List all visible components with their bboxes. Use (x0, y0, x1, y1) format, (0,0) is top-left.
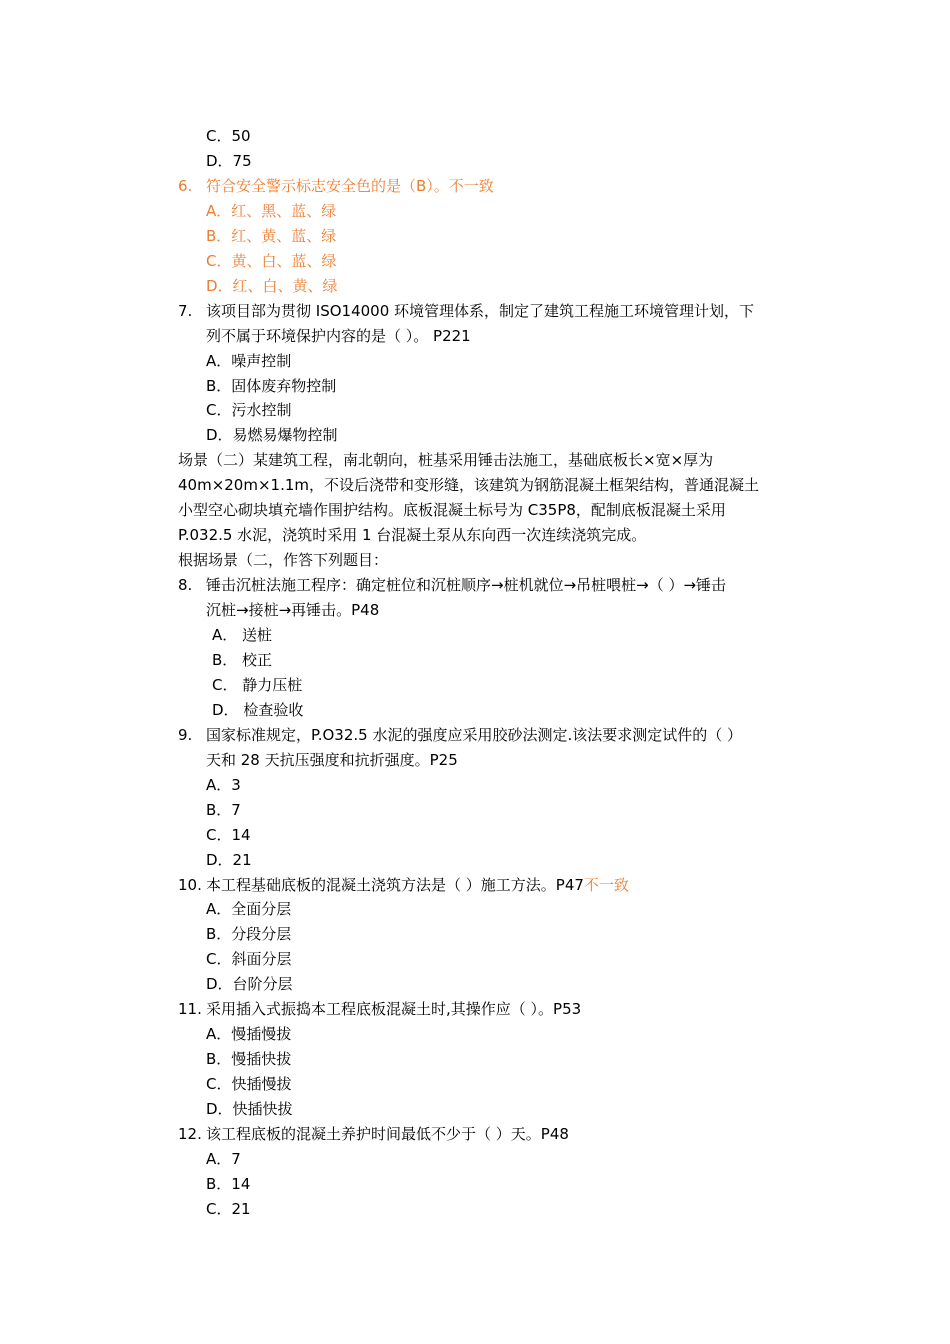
answer-option: C．黄、白、蓝、绿 (206, 251, 337, 270)
answer-option: B．固体废弃物控制 (206, 376, 337, 395)
answer-option: B．红、黄、蓝、绿 (206, 226, 337, 245)
question-text-continued: 沉桩→接桩→再锤击。P48 (206, 601, 380, 620)
answer-option: C．50 (206, 127, 251, 145)
question-text: 采用插入式振捣本工程底板混凝土时,其操作应（ ）。P53 (206, 1000, 582, 1019)
question-number: 8. (178, 576, 193, 595)
mismatch-note: 不一致 (583, 875, 629, 894)
answer-option: D．快插快拔 (206, 1100, 293, 1119)
answer-option: D．75 (206, 151, 252, 170)
question-number: 12. (178, 1125, 202, 1143)
answer-option: C． 静力压桩 (212, 675, 303, 694)
answer-option: A．7 (206, 1149, 241, 1168)
question-text: 该项目部为贯彻 ISO14000 环境管理体系，制定了建筑工程施工环境管理计划，下 (206, 301, 755, 320)
answer-option: A．噪声控制 (206, 351, 292, 370)
scenario-paragraph: P.032.5 水泥，浇筑时采用 1 台混凝土泵从东向西一次连续浇筑完成。 (178, 526, 647, 545)
answer-option: B． 校正 (212, 650, 273, 669)
question-number: 10. (178, 875, 202, 894)
answer-option: C．斜面分层 (206, 950, 292, 969)
question (178, 1122, 569, 1147)
answer-option: C．快插慢拔 (206, 1075, 292, 1094)
answer-option: D．21 (206, 850, 252, 869)
answer-option: A．3 (206, 775, 241, 794)
answer-option: A．慢插慢拔 (206, 1025, 292, 1044)
answer-option: B．7 (206, 800, 241, 819)
answer-option: A．红、黑、蓝、绿 (206, 201, 337, 220)
answer-option: B．分段分层 (206, 925, 292, 944)
answer-option: D．易燃易爆物控制 (206, 426, 338, 445)
question-text-continued: 列不属于环境保护内容的是（ ）。 P221 (206, 326, 471, 345)
answer-option: B．14 (206, 1174, 251, 1193)
question (178, 873, 629, 898)
answer-option: A．全面分层 (206, 900, 292, 919)
scenario-paragraph: 根据场景（二，作答下列题目： (178, 551, 389, 570)
answer-option: C．21 (206, 1199, 251, 1218)
answer-option: D．红、白、黄、绿 (206, 276, 338, 295)
question-text-continued: 天和 28 天抗压强度和抗折强度。P25 (206, 750, 458, 769)
question-text: 国家标准规定，P.O32.5 水泥的强度应采用胶砂法测定.该法要求测定试件的（ ） (206, 725, 742, 744)
answer-option: A． 送桩 (212, 626, 273, 644)
scenario-paragraph: 40m×20m×1.1m，不设后浇带和变形缝，该建筑为钢筋混凝土框架结构，普通混凝土 (178, 476, 760, 495)
question (178, 573, 726, 598)
question (178, 299, 754, 324)
answer-option: B．慢插快拔 (206, 1050, 292, 1069)
scenario-paragraph: 场景（二）某建筑工程，南北朝向，桩基采用锤击法施工，基础底板长×宽×厚为 (178, 451, 714, 470)
question-text: 本工程基础底板的混凝土浇筑方法是（ ）施工方法。P47 (206, 875, 584, 894)
question-text: 该工程底板的混凝土养护时间最低不少于（ ）天。P48 (206, 1125, 569, 1143)
question-text: 锤击沉桩法施工程序：确定桩位和沉桩顺序→桩机就位→吊桩喂桩→（ ）→锤击 (206, 576, 727, 595)
question (178, 174, 494, 199)
answer-option: D． 检查验收 (212, 700, 304, 719)
question-number: 11. (178, 1000, 202, 1019)
question-text: 符合安全警示标志安全色的是（B）。不一致 (206, 176, 494, 195)
scenario-paragraph: 小型空心砌块填充墙作围护结构。底板混凝土标号为 C35P8，配制底板混凝土采用 (178, 501, 726, 520)
question (178, 997, 581, 1022)
question-number: 9. (178, 725, 193, 744)
question (178, 723, 742, 748)
answer-option: C．14 (206, 825, 251, 844)
question-number: 7. (178, 301, 193, 320)
answer-option: C．污水控制 (206, 401, 292, 420)
answer-option: D．台阶分层 (206, 975, 293, 994)
question-number: 6. (178, 176, 193, 195)
